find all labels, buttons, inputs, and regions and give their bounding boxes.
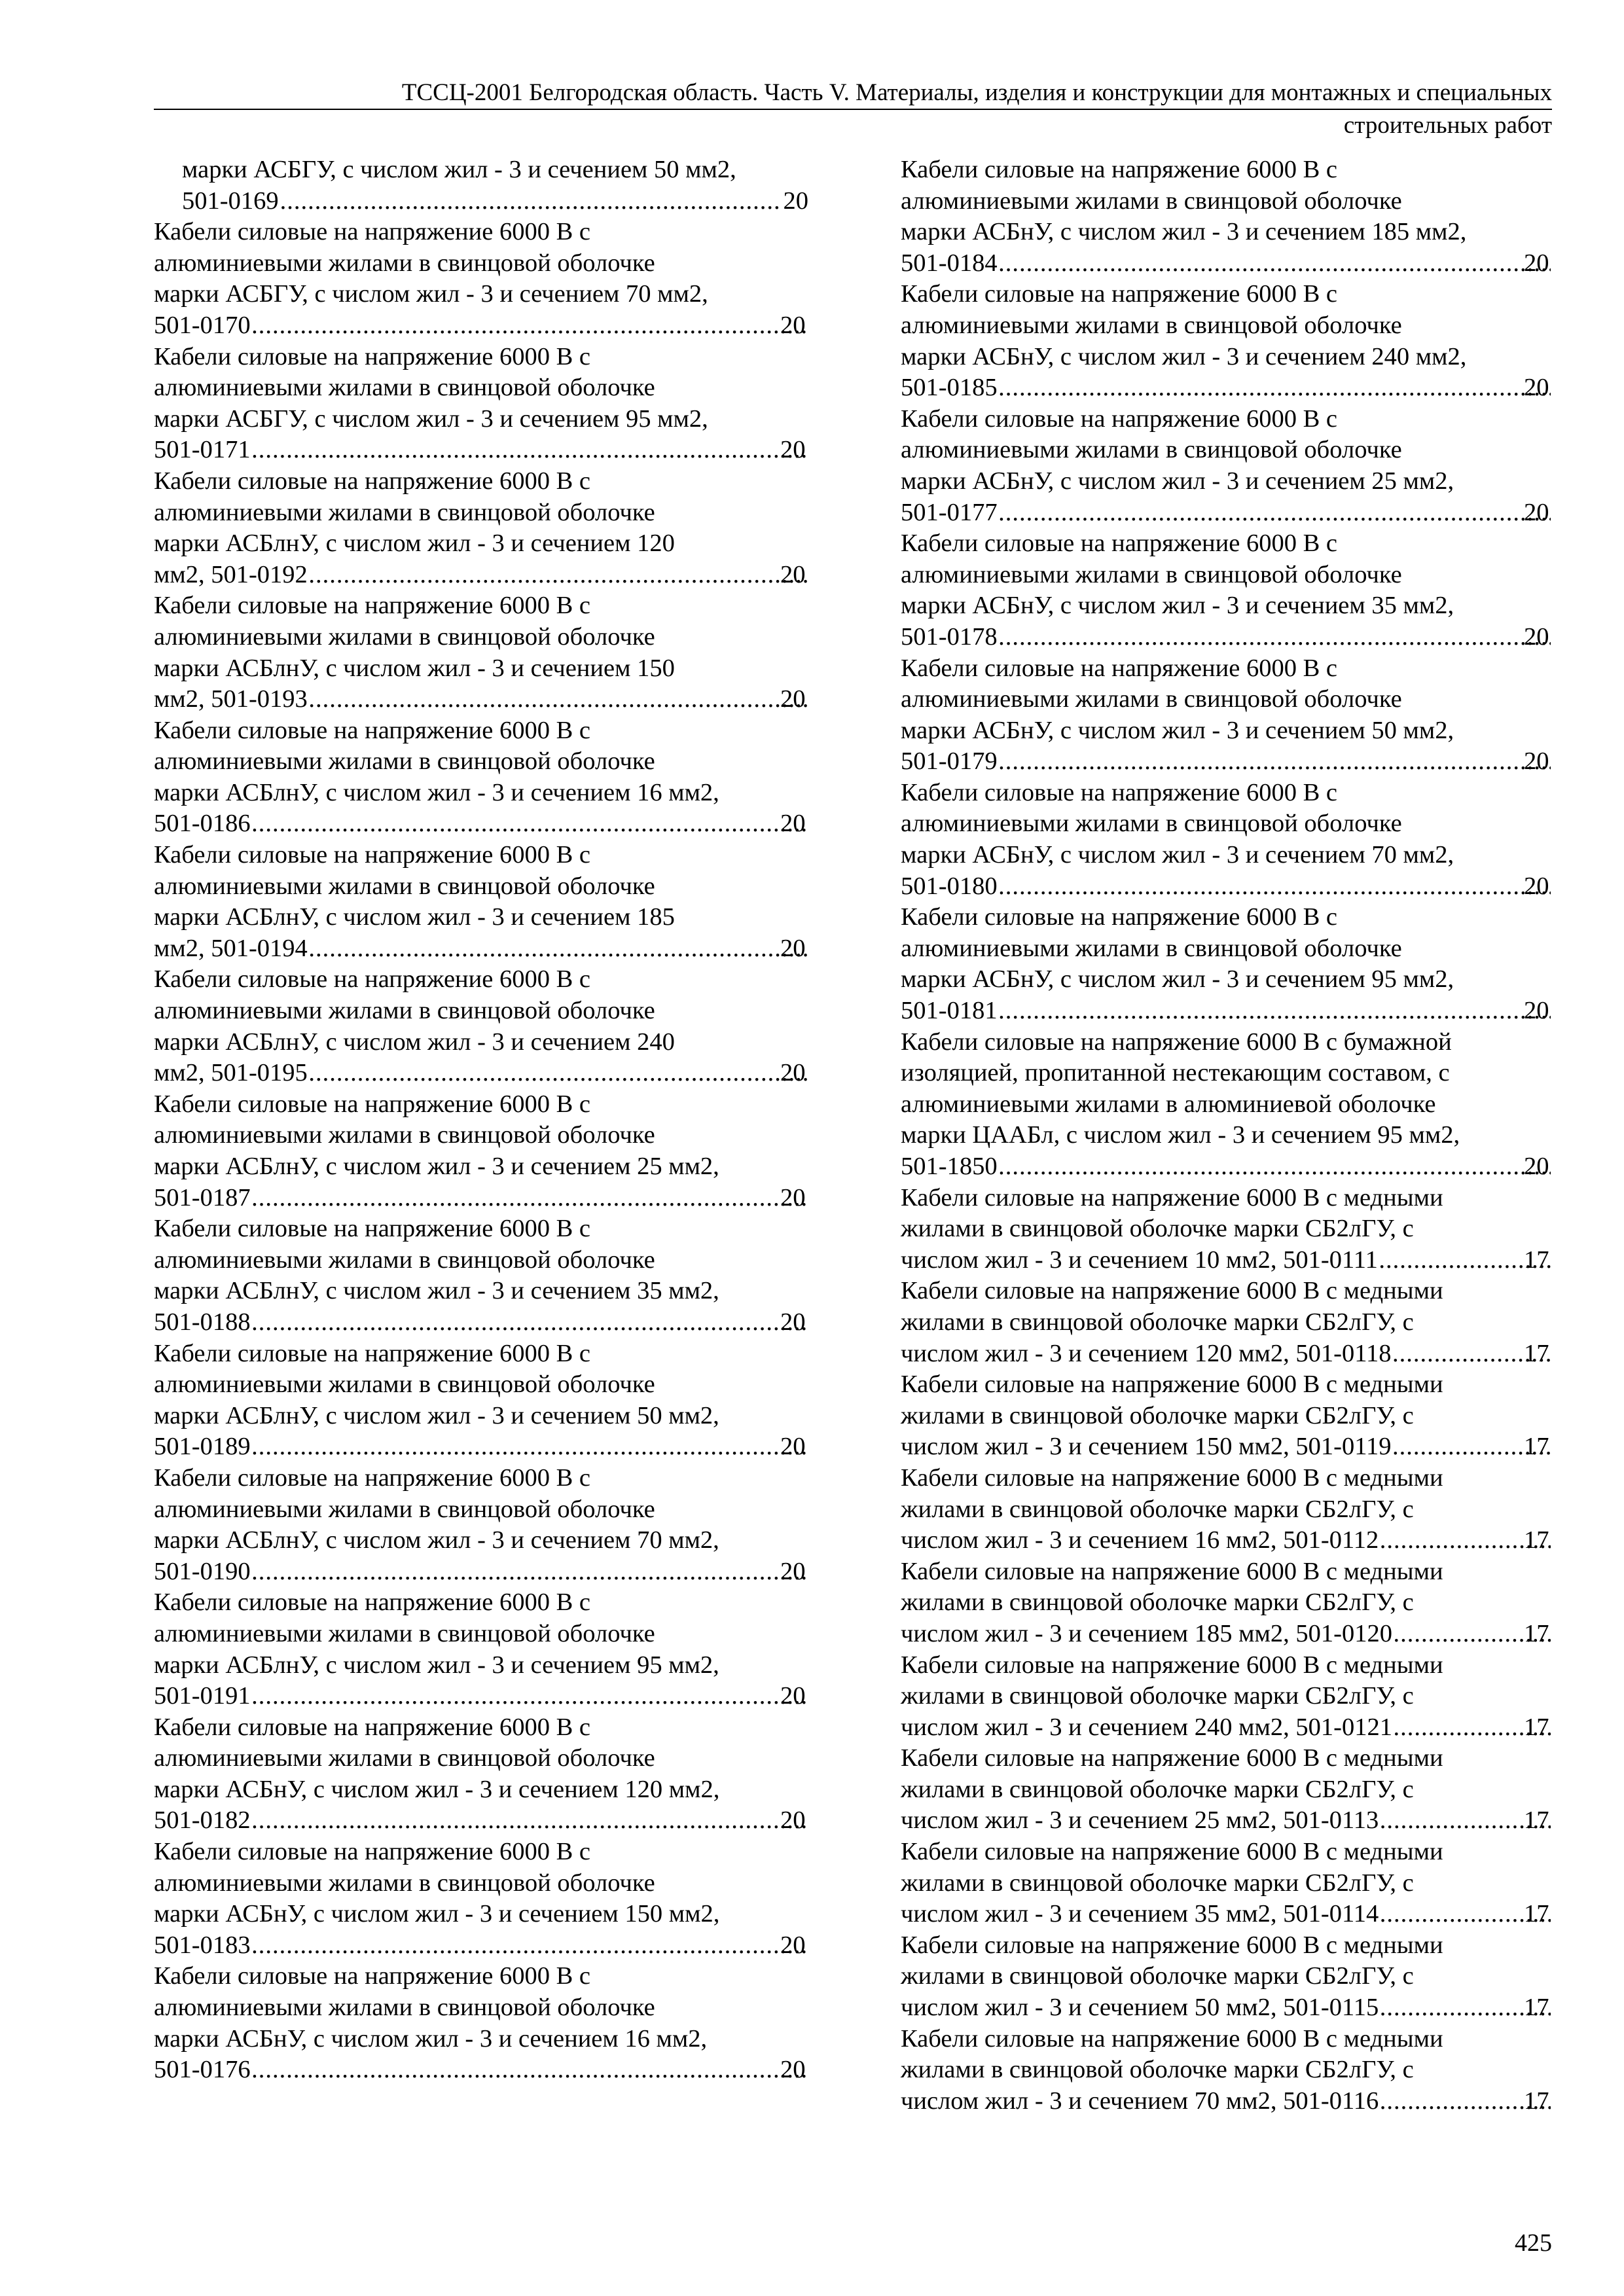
entry-text-line: Кабели силовые на напряжение 6000 В с медными	[901, 1183, 1443, 1211]
entry-text-line: жилами в свинцовой оболочке марки СБ2лГУ, с	[901, 1308, 1414, 1336]
entry-text-line: алюминиевыми жилами в свинцовой оболочке	[901, 934, 1402, 962]
entry-text-line: марки АСБнУ, с числом жил - 3 и сечением 120 мм2,	[154, 1775, 720, 1803]
entry-text-line: алюминиевыми жилами в свинцовой оболочке	[154, 249, 655, 277]
entry-leader-line: 501-0185 ..... 20	[929, 372, 1552, 404]
entry-leader-line: 501-0188 ..... 20	[182, 1307, 808, 1338]
entry-leader-line: числом жил - 3 и сечением 120 мм2, 501-0118 ..... 17	[929, 1338, 1552, 1370]
page-number: 425	[1515, 2229, 1552, 2257]
entry-text-line: алюминиевыми жилами в свинцовой оболочке	[901, 560, 1402, 588]
entry-page-ref[interactable]: 20	[783, 187, 808, 215]
entry-code: числом жил - 3 и сечением 185 мм2, 501-0120	[901, 1619, 1392, 1647]
entry-code: мм2, 501-0193	[154, 685, 308, 713]
entry-leader-line: мм2, 501-0192 ..... 20	[182, 560, 808, 591]
entry-leader-line	[182, 186, 808, 217]
dot-leader	[252, 1307, 807, 1338]
entry-text-line: алюминиевыми жилами в свинцовой оболочке	[901, 810, 1402, 838]
entry-code: 501-0180	[901, 872, 998, 900]
entry-code: числом жил - 3 и сечением 70 мм2, 501-0116	[901, 2087, 1379, 2115]
entry-text-line: алюминиевыми жилами в свинцовой оболочке	[154, 1744, 655, 1772]
entry-text-line: алюминиевыми жилами в свинцовой оболочке	[154, 997, 655, 1025]
entry-text-line: марки ЦААБл, с числом жил - 3 и сечением 95 мм2,	[901, 1121, 1460, 1149]
entry-text-line: Кабели силовые на напряжение 6000 В с	[901, 654, 1337, 682]
entry-leader-line: 501-0180 ..... 20	[929, 871, 1552, 903]
entry-leader-line: 501-0187 ..... 20	[182, 1183, 808, 1214]
entry-text-line: Кабели силовые на напряжение 6000 В с медными	[901, 1371, 1443, 1399]
entry-text-line: Кабели силовые на напряжение 6000 В с медными	[901, 2024, 1443, 2053]
entry-text-line: алюминиевыми жилами в свинцовой оболочке	[154, 498, 655, 526]
entry-code: числом жил - 3 и сечением 240 мм2, 501-0121	[901, 1713, 1392, 1741]
dot-leader	[280, 186, 782, 217]
entry-text-line: марки АСБнУ, с числом жил - 3 и сечением 240 мм2,	[901, 342, 1467, 370]
index-entry[interactable]	[901, 1276, 1552, 1369]
index-entry[interactable]	[154, 1587, 808, 1712]
entry-code: 501-0190	[154, 1557, 251, 1585]
entry-text-line: марки АСБнУ, с числом жил - 3 и сечением 50 мм2,	[901, 716, 1454, 744]
dot-leader	[999, 248, 1551, 279]
dot-leader	[252, 808, 807, 840]
entry-text-line: алюминиевыми жилами в алюминиевой оболочке	[901, 1090, 1436, 1118]
entry-code: 501-0183	[154, 1931, 251, 1959]
entry-text-line: Кабели силовые на напряжение 6000 В с	[154, 1090, 590, 1118]
index-entry[interactable]	[901, 1027, 1552, 1183]
entry-leader-line: числом жил - 3 и сечением 25 мм2, 501-0113 ..... 17	[929, 1805, 1552, 1837]
entry-text-line: Кабели силовые на напряжение 6000 В с медными	[901, 1744, 1443, 1772]
entry-text-line: марки АСБлнУ, с числом жил - 3 и сечением 70 мм2,	[154, 1526, 719, 1554]
entry-code: мм2, 501-0192	[154, 560, 308, 588]
index-entry[interactable]	[901, 528, 1552, 653]
running-header	[154, 77, 1552, 141]
entry-text-line: Кабели силовые на напряжение 6000 В с	[901, 529, 1337, 558]
entry-code: числом жил - 3 и сечением 120 мм2, 501-0118	[901, 1339, 1392, 1367]
index-entry[interactable]	[154, 1213, 808, 1338]
entry-leader-line: 501-0183 ..... 20	[182, 1930, 808, 1962]
entry-code: 501-0179	[901, 747, 998, 776]
entry-leader-line: числом жил - 3 и сечением 10 мм2, 501-0111 ..... 17	[929, 1245, 1552, 1276]
entry-leader-line: мм2, 501-0195 ..... 20	[182, 1058, 808, 1089]
entry-text-line: жилами в свинцовой оболочке марки СБ2лГУ, с	[901, 1775, 1414, 1803]
entry-text-line: алюминиевыми жилами в свинцовой оболочке	[154, 622, 655, 651]
entry-text-line: марки АСБлнУ, с числом жил - 3 и сечением 185	[154, 903, 675, 931]
entry-leader-line: 501-0177 ..... 20	[929, 497, 1552, 529]
index-column-right	[901, 154, 1552, 2117]
dot-leader	[252, 1431, 807, 1463]
entry-text-line: жилами в свинцовой оболочке марки СБ2лГУ, с	[901, 1215, 1414, 1243]
index-entry[interactable]	[154, 1089, 808, 1213]
entry-text-line: жилами в свинцовой оболочке марки СБ2лГУ, с	[901, 1682, 1414, 1710]
entry-text-line: Кабели силовые на напряжение 6000 В с	[154, 1588, 590, 1617]
entry-code: 501-0184	[901, 249, 998, 277]
dot-leader	[252, 310, 807, 342]
entry-text-line: Кабели силовые на напряжение 6000 В с	[154, 342, 590, 370]
entry-text-line: Кабели силовые на напряжение 6000 В с	[901, 903, 1337, 931]
index-entry[interactable]	[154, 590, 808, 715]
entry-code: 501-0170	[154, 311, 251, 339]
dot-leader	[309, 684, 807, 715]
entry-text-line: алюминиевыми жилами в свинцовой оболочке	[154, 374, 655, 402]
index-entry[interactable]	[901, 778, 1552, 902]
entry-text-line: Кабели силовые на напряжение 6000 В с	[901, 404, 1337, 433]
entry-code: 501-0178	[901, 622, 998, 651]
entry-text-line: марки АСБГУ, с числом жил - 3 и сечением 70 мм2,	[154, 280, 708, 308]
entry-text-line: марки АСБлнУ, с числом жил - 3 и сечением 25 мм2,	[154, 1153, 719, 1180]
entry-leader-line: числом жил - 3 и сечением 150 мм2, 501-0119 ..... 17	[929, 1431, 1552, 1463]
entry-text-line: марки АСБлнУ, с числом жил - 3 и сечением 120	[154, 529, 675, 558]
entry-text-line: Кабели силовые на напряжение 6000 В с медными	[901, 1838, 1443, 1866]
dot-leader	[999, 622, 1551, 653]
entry-leader-line: 501-0178 ..... 20	[929, 622, 1552, 653]
entry-code: 501-0182	[154, 1806, 251, 1835]
index-entry[interactable]	[901, 1369, 1552, 1463]
entry-text-line: жилами в свинцовой оболочке марки СБ2лГУ, с	[901, 2056, 1414, 2084]
entry-leader-line: 501-0170 ..... 20	[182, 310, 808, 342]
entry-text-line: марки АСБлнУ, с числом жил - 3 и сечением 95 мм2,	[154, 1651, 719, 1679]
entry-text-line: Кабели силовые на напряжение 6000 В с бумажной	[901, 1028, 1452, 1056]
index-entry[interactable]	[154, 715, 808, 840]
entry-text-line: алюминиевыми жилами в свинцовой оболочке	[154, 1121, 655, 1149]
entry-text-line: марки АСБнУ, с числом жил - 3 и сечением 35 мм2,	[901, 592, 1454, 620]
entry-text-line: Кабели силовые на напряжение 6000 В с	[154, 1463, 590, 1492]
entry-code: 501-0185	[901, 374, 998, 402]
dot-leader	[252, 1930, 807, 1962]
entry-leader-line: 501-0184 ..... 20	[929, 248, 1552, 279]
entry-leader-line: 501-0179 ..... 20	[929, 746, 1552, 778]
index-entry[interactable]	[154, 217, 808, 341]
entry-text-line: Кабели силовые на напряжение 6000 В с	[154, 1838, 590, 1866]
entry-text-line: алюминиевыми жилами в свинцовой оболочке	[154, 747, 655, 776]
dot-leader	[309, 560, 807, 591]
entry-text-line: марки АСБлнУ, с числом жил - 3 и сечением 35 мм2,	[154, 1277, 719, 1305]
entry-leader-line: 501-0181 ..... 20	[929, 996, 1552, 1027]
dot-leader	[999, 1151, 1551, 1183]
entry-text-line: Кабели силовые на напряжение 6000 В с	[154, 1713, 590, 1741]
index-entry[interactable]	[901, 1930, 1552, 2024]
entry-text-line: Кабели силовые на напряжение 6000 В с	[154, 218, 590, 246]
entry-text-line: алюминиевыми жилами в свинцовой оболочке	[154, 1246, 655, 1274]
entry-code: числом жил - 3 и сечением 35 мм2, 501-0114	[901, 1900, 1379, 1928]
entry-text-line: марки АСБнУ, с числом жил - 3 и сечением 95 мм2,	[901, 965, 1454, 994]
entry-text-line: Кабели силовые на напряжение 6000 В с медными	[901, 1557, 1443, 1585]
entry-code: 501-0176	[154, 2056, 251, 2084]
entry-leader-line: числом жил - 3 и сечением 185 мм2, 501-0120 ..... 17	[929, 1619, 1552, 1650]
entry-leader-line: 501-0171 ..... 20	[182, 435, 808, 466]
entry-code: мм2, 501-0194	[154, 934, 308, 962]
entry-text-line: Кабели силовые на напряжение 6000 В с	[154, 841, 590, 869]
dot-leader	[999, 871, 1551, 903]
entry-text-line: марки АСБнУ, с числом жил - 3 и сечением 16 мм2,	[154, 2024, 708, 2053]
dot-leader	[252, 435, 807, 466]
entry-leader-line: 501-0176 ..... 20	[182, 2054, 808, 2086]
entry-text-line: алюминиевыми жилами в свинцовой оболочке	[901, 187, 1402, 215]
dot-leader	[252, 1183, 807, 1214]
entry-text-line: марки АСБГУ, с числом жил - 3 и сечением 50 мм2,	[182, 156, 736, 183]
index-entry[interactable]	[901, 1463, 1552, 1556]
dot-leader	[999, 372, 1551, 404]
entry-leader-line: мм2, 501-0193 ..... 20	[182, 684, 808, 715]
entry-text-line: алюминиевыми жилами в свинцовой оболочке	[154, 1495, 655, 1523]
entry-code: числом жил - 3 и сечением 10 мм2, 501-0111	[901, 1246, 1378, 1274]
dot-leader	[999, 746, 1551, 778]
index-entry[interactable]	[901, 1743, 1552, 1837]
entry-text-line: жилами в свинцовой оболочке марки СБ2лГУ, с	[901, 1588, 1414, 1617]
entry-leader-line: 501-0186 ..... 20	[182, 808, 808, 840]
index-entry[interactable]	[901, 1556, 1552, 1650]
index-entry[interactable]	[154, 1837, 808, 1961]
entry-leader-line: 501-1850 ..... 20	[929, 1151, 1552, 1183]
entry-code: числом жил - 3 и сечением 25 мм2, 501-0113	[901, 1806, 1379, 1835]
entry-text-line: Кабели силовые на напряжение 6000 В с медными	[901, 1651, 1443, 1679]
dot-leader	[309, 933, 807, 965]
dot-leader	[999, 996, 1551, 1027]
entry-text-line: Кабели силовые на напряжение 6000 В с	[154, 1962, 590, 1990]
dot-leader	[252, 1805, 807, 1837]
entry-text-line: Кабели силовые на напряжение 6000 В с	[154, 467, 590, 495]
entry-text-line: Кабели силовые на напряжение 6000 В с	[154, 1339, 590, 1367]
entry-code: 501-0177	[901, 498, 998, 526]
index-entry[interactable]	[901, 902, 1552, 1026]
entry-text-line: Кабели силовые на напряжение 6000 В с	[154, 965, 590, 994]
entry-text-line: Кабели силовые на напряжение 6000 В с	[154, 716, 590, 744]
entry-text-line: алюминиевыми жилами в свинцовой оболочке	[901, 311, 1402, 339]
index-entry[interactable]	[154, 154, 808, 217]
index-entry[interactable]	[154, 840, 808, 964]
entry-leader-line: 501-0182 ..... 20	[182, 1805, 808, 1837]
entry-code: 501-0186	[154, 810, 251, 838]
entry-text-line: марки АСБнУ, с числом жил - 3 и сечением 25 мм2,	[901, 467, 1454, 495]
dot-leader	[999, 497, 1551, 529]
entry-code: 501-0188	[154, 1308, 251, 1336]
entry-text-line: жилами в свинцовой оболочке марки СБ2лГУ, с	[901, 1495, 1414, 1523]
index-entry[interactable]	[901, 404, 1552, 528]
index-entry[interactable]	[154, 342, 808, 466]
entry-text-line: марки АСБнУ, с числом жил - 3 и сечением 70 мм2,	[901, 841, 1454, 869]
entry-code: 501-0181	[901, 997, 998, 1025]
dot-leader	[252, 1681, 807, 1712]
entry-leader-line: числом жил - 3 и сечением 70 мм2, 501-0116 ..... 17	[929, 2086, 1552, 2117]
entry-leader-line: числом жил - 3 и сечением 50 мм2, 501-0115 ..... 17	[929, 1992, 1552, 2024]
entry-code: 501-0169	[182, 187, 279, 215]
entry-text-line: алюминиевыми жилами в свинцовой оболочке	[154, 1994, 655, 2022]
entry-text-line: Кабели силовые на напряжение 6000 В с медными	[901, 1463, 1443, 1492]
entry-text-line: алюминиевыми жилами в свинцовой оболочке	[901, 436, 1402, 464]
entry-text-line: алюминиевыми жилами в свинцовой оболочке	[154, 1869, 655, 1897]
entry-text-line: алюминиевыми жилами в свинцовой оболочке	[154, 1371, 655, 1399]
entry-code: числом жил - 3 и сечением 150 мм2, 501-0119	[901, 1433, 1392, 1461]
entry-code: 501-0191	[154, 1682, 251, 1710]
entry-code: мм2, 501-0195	[154, 1059, 308, 1087]
index-entry[interactable]	[901, 1837, 1552, 1930]
entry-code: числом жил - 3 и сечением 50 мм2, 501-0115	[901, 1994, 1379, 2022]
dot-leader	[252, 2054, 807, 2086]
index-entry[interactable]	[901, 653, 1552, 778]
entry-code: 501-0189	[154, 1433, 251, 1461]
dot-leader	[252, 1556, 807, 1588]
entry-text-line: жилами в свинцовой оболочке марки СБ2лГУ, с	[901, 1401, 1414, 1429]
entry-text-line: Кабели силовые на напряжение 6000 В с	[901, 156, 1337, 183]
entry-code: 501-0171	[154, 436, 251, 464]
header-subtitle: строительных работ	[1343, 112, 1552, 139]
entry-text-line: Кабели силовые на напряжение 6000 В с	[154, 1215, 590, 1243]
entry-leader-line: числом жил - 3 и сечением 16 мм2, 501-0112 ..... 17	[929, 1525, 1552, 1556]
index-entry[interactable]	[154, 466, 808, 590]
entry-text-line: марки АСБлнУ, с числом жил - 3 и сечением 150	[154, 654, 675, 682]
entry-text-line: алюминиевыми жилами в свинцовой оболочке	[154, 1619, 655, 1647]
entry-leader-line: числом жил - 3 и сечением 35 мм2, 501-0114 ..... 17	[929, 1899, 1552, 1930]
index-entry[interactable]	[901, 154, 1552, 279]
entry-leader-line: 501-0189 ..... 20	[182, 1431, 808, 1463]
dot-leader	[309, 1058, 807, 1089]
entry-text-line: марки АСБнУ, с числом жил - 3 и сечением 185 мм2,	[901, 218, 1467, 246]
index-entry[interactable]	[154, 1338, 808, 1463]
entry-text-line: изоляцией, пропитанной нестекающим составом, с	[901, 1059, 1450, 1087]
entry-code: 501-0187	[154, 1183, 251, 1211]
index-entry[interactable]	[901, 2024, 1552, 2117]
entry-leader-line: 501-0190 ..... 20	[182, 1556, 808, 1588]
index-entry[interactable]	[901, 279, 1552, 403]
index-entry[interactable]	[154, 964, 808, 1088]
entry-text-line: жилами в свинцовой оболочке марки СБ2лГУ, с	[901, 1962, 1414, 1990]
entry-leader-line: числом жил - 3 и сечением 240 мм2, 501-0121 ..... 17	[929, 1712, 1552, 1744]
entry-text-line: Кабели силовые на напряжение 6000 В с	[901, 280, 1337, 308]
entry-text-line: марки АСБнУ, с числом жил - 3 и сечением 150 мм2,	[154, 1900, 720, 1928]
entry-text-line: алюминиевыми жилами в свинцовой оболочке	[901, 685, 1402, 713]
index-entry[interactable]	[154, 1961, 808, 2085]
entry-text-line: алюминиевыми жилами в свинцовой оболочке	[154, 872, 655, 900]
entry-text-line: марки АСБлнУ, с числом жил - 3 и сечением 16 мм2,	[154, 778, 719, 806]
index-entry[interactable]	[154, 1463, 808, 1587]
header-title: ТССЦ-2001 Белгородская область. Часть V. Материалы, изделия и конструкции для монтажных и специальных	[401, 79, 1552, 106]
entry-text-line: Кабели силовые на напряжение 6000 В с	[901, 778, 1337, 806]
entry-code: 501-1850	[901, 1153, 998, 1180]
index-entry[interactable]	[901, 1650, 1552, 1744]
index-entry[interactable]	[901, 1183, 1552, 1276]
entry-text-line: марки АСБлнУ, с числом жил - 3 и сечением 50 мм2,	[154, 1401, 719, 1429]
entry-leader-line: мм2, 501-0194 ..... 20	[182, 933, 808, 965]
index-column-left	[154, 154, 808, 2086]
entry-text-line: марки АСБГУ, с числом жил - 3 и сечением 95 мм2,	[154, 404, 708, 433]
entry-text-line: марки АСБлнУ, с числом жил - 3 и сечением 240	[154, 1028, 675, 1056]
index-entry[interactable]	[154, 1712, 808, 1837]
entry-text-line: Кабели силовые на напряжение 6000 В с медными	[901, 1277, 1443, 1305]
entry-text-line: Кабели силовые на напряжение 6000 В с медными	[901, 1931, 1443, 1959]
entry-code: числом жил - 3 и сечением 16 мм2, 501-0112	[901, 1526, 1379, 1554]
entry-text-line: жилами в свинцовой оболочке марки СБ2лГУ, с	[901, 1869, 1414, 1897]
entry-leader-line: 501-0191 ..... 20	[182, 1681, 808, 1712]
entry-text-line: Кабели силовые на напряжение 6000 В с	[154, 592, 590, 620]
